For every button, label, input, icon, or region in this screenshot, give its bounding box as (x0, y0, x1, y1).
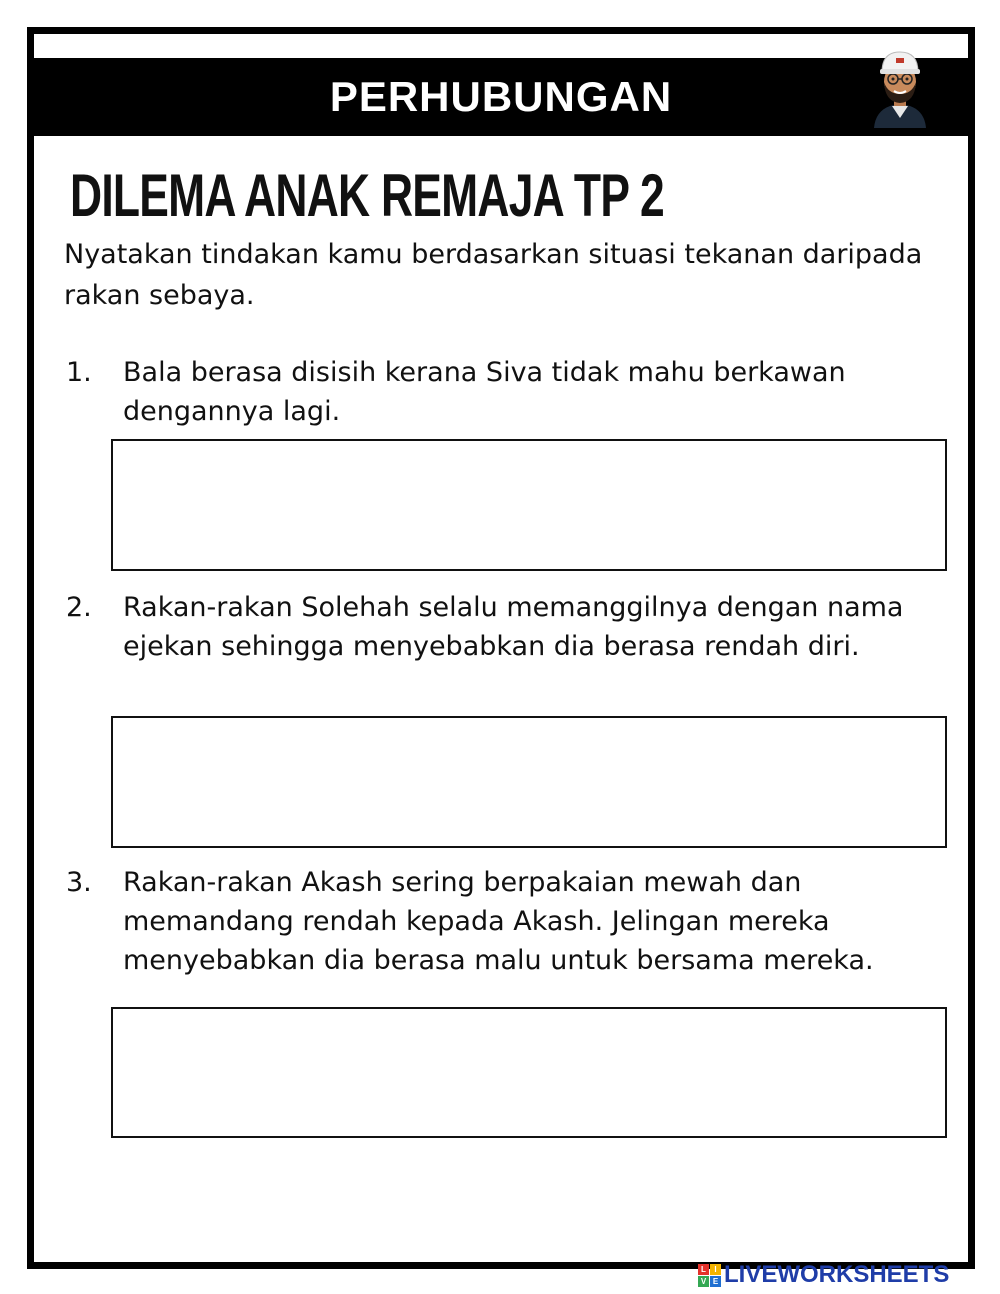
question-text: Rakan-rakan Akash sering berpakaian mewah dan memandang rendah kepada Akash. Jelingan mereka menyebabkan dia berasa malu untuk bersama mereka. (123, 867, 874, 976)
instruction-text: Nyatakan tindakan kamu berdasarkan situasi tekanan daripada rakan sebaya. (64, 239, 923, 311)
liveworksheets-logo[interactable] (698, 1262, 949, 1288)
question-number: 1. (66, 357, 92, 388)
logo-blocks-icon (698, 1264, 721, 1287)
logo-letter-e: E (710, 1276, 721, 1287)
question-3 (66, 863, 936, 980)
logo-letter-i: I (710, 1264, 721, 1275)
question-text: Rakan-rakan Solehah selalu memanggilnya dengan nama ejekan sehingga menyebabkan dia berasa rendah diri. (123, 592, 904, 662)
answer-box-1[interactable] (111, 439, 947, 571)
question-number: 2. (66, 592, 92, 623)
header-title: PERHUBUNGAN (329, 73, 673, 120)
answer-box-2[interactable] (111, 716, 947, 848)
worksheet-title: DILEMA ANAK REMAJA TP 2 (70, 162, 664, 229)
question-2 (66, 588, 936, 666)
question-number: 3. (66, 867, 92, 898)
teacher-avatar-icon (868, 44, 932, 128)
answer-box-3[interactable] (111, 1007, 947, 1138)
logo-letter-v: V (698, 1276, 709, 1287)
header-bar (27, 58, 975, 136)
question-1 (66, 353, 936, 431)
question-text: Bala berasa disisih kerana Siva tidak mahu berkawan dengannya lagi. (123, 357, 846, 427)
logo-letter-l: L (698, 1264, 709, 1275)
logo-text: LIVEWORKSHEETS (724, 1261, 950, 1288)
